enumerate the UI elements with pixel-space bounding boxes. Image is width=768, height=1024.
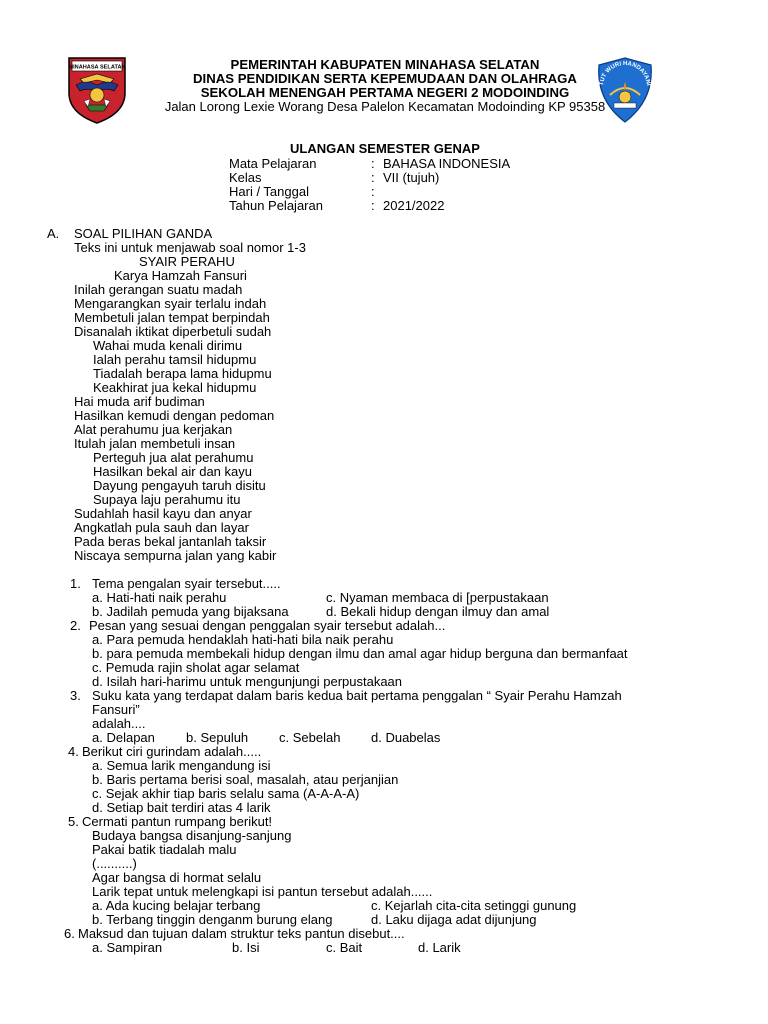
- field-sep: :: [371, 170, 375, 185]
- poem-line: Dayung pengayuh taruh disitu: [93, 478, 266, 493]
- option-d: d. Isilah hari-harimu untuk mengunjungi perpustakaan: [92, 674, 403, 689]
- option-d: d. Bekali hidup dengan ilmuy dan amal: [326, 604, 550, 619]
- field-value-year: 2021/2022: [383, 198, 445, 213]
- option-c: c. Kejarlah cita-cita setinggi gunung: [371, 898, 577, 913]
- pantun-line: Agar bangsa di hormat selalu: [92, 870, 262, 885]
- exam-title: ULANGAN SEMESTER GENAP: [290, 141, 480, 156]
- question-text: Pesan yang sesuai dengan penggalan syair tersebut adalah...: [89, 618, 446, 633]
- poem-author: Karya Hamzah Fansuri: [114, 268, 247, 283]
- question-text: Fansuri”: [92, 702, 140, 717]
- question-text: Tema pengalan syair tersebut.....: [92, 576, 281, 591]
- poem-line: Membetuli jalan tempat berpindah: [74, 310, 270, 325]
- poem-line: Perteguh jua alat perahumu: [93, 450, 254, 465]
- option-a: a. Hati-hati naik perahu: [92, 590, 227, 605]
- poem-line: Disanalah iktikat diperbetuli sudah: [74, 324, 272, 339]
- question-text: Suku kata yang terdapat dalam baris kedua bait pertama penggalan “ Syair Perahu Hamzah: [92, 688, 622, 703]
- section-title: SOAL PILIHAN GANDA: [74, 226, 213, 241]
- field-label-date: Hari / Tanggal: [229, 184, 309, 199]
- question-prompt: Larik tepat untuk melengkapi isi pantun tersebut adalah......: [92, 884, 433, 899]
- field-sep: :: [371, 156, 375, 171]
- option-a: a. Delapan: [92, 730, 155, 745]
- option-c: c. Bait: [326, 940, 363, 955]
- question-number: 1.: [70, 576, 81, 591]
- option-d: d. Larik: [418, 940, 461, 955]
- option-b: b. Sepuluh: [186, 730, 249, 745]
- field-label-class: Kelas: [229, 170, 262, 185]
- minahasa-selatan-logo-icon: [66, 55, 128, 125]
- option-b: b. para pemuda membekali hidup dengan ilmu dan amal agar hidup berguna dan bermanfaat: [92, 646, 628, 661]
- field-sep: :: [371, 198, 375, 213]
- header-line-3: SEKOLAH MENENGAH PERTAMA NEGERI 2 MODOINDING: [200, 85, 570, 100]
- poem-line: Wahai muda kenali dirimu: [93, 338, 243, 353]
- poem-line: Itulah jalan membetuli insan: [74, 436, 236, 451]
- option-a: a. Semua larik mengandung isi: [92, 758, 271, 773]
- question-number: 2.: [70, 618, 81, 633]
- poem-line: Niscaya sempurna jalan yang kabir: [74, 548, 277, 563]
- option-b: b. Isi: [232, 940, 260, 955]
- poem-line: Inilah gerangan suatu madah: [74, 282, 243, 297]
- question-text: adalah....: [92, 716, 146, 731]
- question-text: Cermati pantun rumpang berikut!: [82, 814, 273, 829]
- option-a: a. Ada kucing belajar terbang: [92, 898, 261, 913]
- poem-line: Ialah perahu tamsil hidupmu: [93, 352, 257, 367]
- option-b: b. Baris pertama berisi soal, masalah, atau perjanjian: [92, 772, 399, 787]
- field-label-subject: Mata Pelajaran: [229, 156, 317, 171]
- option-c: c. Sebelah: [279, 730, 341, 745]
- option-a: a. Sampiran: [92, 940, 163, 955]
- header-address: Jalan Lorong Lexie Worang Desa Palelon Kecamatan Modoinding KP 95358: [164, 99, 606, 114]
- poem-line: Hai muda arif budiman: [74, 394, 205, 409]
- field-sep: :: [371, 184, 375, 199]
- poem-line: Pada beras bekal jantanlah taksir: [74, 534, 267, 549]
- question-number: 6.: [64, 926, 75, 941]
- option-c: c. Sejak akhir tiap baris selalu sama (A-A-A-A): [92, 786, 360, 801]
- poem-line: Sudahlah hasil kayu dan anyar: [74, 506, 252, 521]
- pantun-line: Budaya bangsa disanjung-sanjung: [92, 828, 292, 843]
- left-logo-text: MINAHASA SELATAN: [68, 64, 126, 71]
- section-intro: Teks ini untuk menjawab soal nomor 1-3: [74, 240, 306, 255]
- option-d: d. Laku dijaga adat dijunjung: [371, 912, 537, 927]
- right-logo-text: TUT WURI HANDAYANI: [598, 60, 651, 87]
- poem-line: Mengarangkan syair terlalu indah: [74, 296, 267, 311]
- poem-line: Angkatlah pula sauh dan layar: [74, 520, 249, 535]
- option-d: d. Setiap bait terdiri atas 4 larik: [92, 800, 271, 815]
- field-value-class: VII (tujuh): [383, 170, 440, 185]
- option-a: a. Para pemuda hendaklah hati-hati bila naik perahu: [92, 632, 394, 647]
- poem-line: Hasilkan kemudi dengan pedoman: [74, 408, 275, 423]
- poem-line: Supaya laju perahumu itu: [93, 492, 241, 507]
- option-b: b. Jadilah pemuda yang bijaksana: [92, 604, 289, 619]
- pantun-line: (..........): [92, 856, 137, 871]
- field-value-subject: BAHASA INDONESIA: [383, 156, 511, 171]
- option-c: c. Nyaman membaca di [perpustakaan: [326, 590, 549, 605]
- option-d: d. Duabelas: [371, 730, 441, 745]
- header-line-1: PEMERINTAH KABUPATEN MINAHASA SELATAN: [230, 57, 540, 72]
- question-text: Maksud dan tujuan dalam struktur teks pantun disebut....: [78, 926, 405, 941]
- question-number: 4.: [68, 744, 79, 759]
- poem-line: Tiadalah berapa lama hidupmu: [93, 366, 272, 381]
- poem-title: SYAIR PERAHU: [139, 254, 235, 269]
- section-letter: A.: [47, 226, 60, 241]
- option-b: b. Terbang tinggin denganm burung elang: [92, 912, 333, 927]
- option-c: c. Pemuda rajin sholat agar selamat: [92, 660, 300, 675]
- question-text: Berikut ciri gurindam adalah.....: [82, 744, 262, 759]
- poem-line: Alat perahumu jua kerjakan: [74, 422, 233, 437]
- field-label-year: Tahun Pelajaran: [229, 198, 323, 213]
- pantun-line: Pakai batik tiadalah malu: [92, 842, 237, 857]
- question-number: 3.: [70, 688, 81, 703]
- poem-line: Keakhirat jua kekal hidupmu: [93, 380, 257, 395]
- header-line-2: DINAS PENDIDIKAN SERTA KEPEMUDAAN DAN OLAHRAGA: [193, 71, 577, 86]
- poem-line: Hasilkan bekal air dan kayu: [93, 464, 252, 479]
- question-number: 5.: [68, 814, 79, 829]
